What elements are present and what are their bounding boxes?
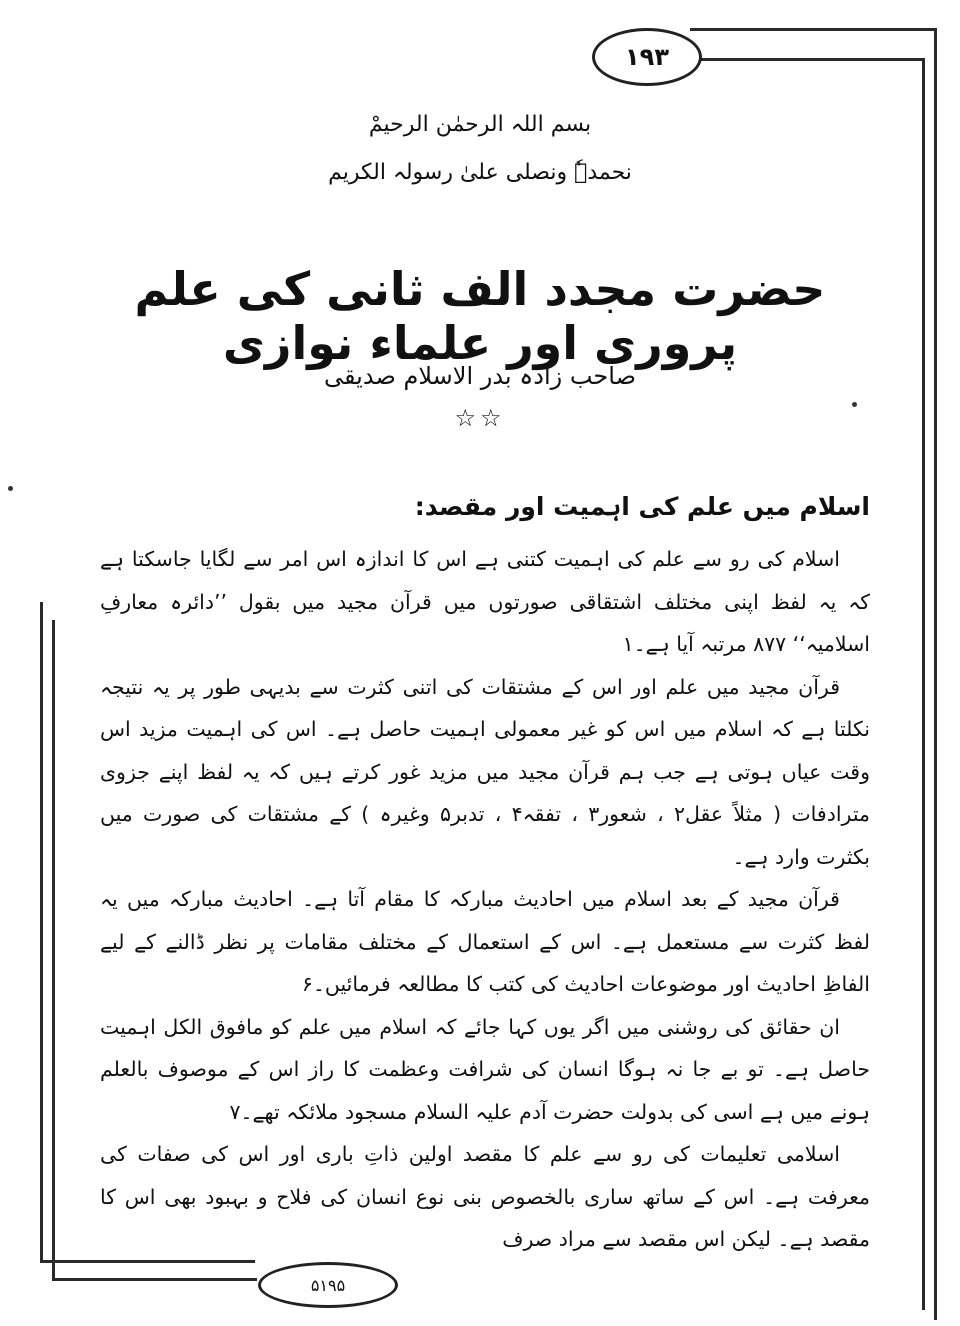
paragraph: قرآن مجید میں علم اور اس کے مشتقات کی اتنی کثرت سے بدیہی طور پر یہ نتیجہ نکلتا ہے کہ اسلام میں اس کو غیر معمولی اہمیت حاصل ہے۔ اس کی اہمیت مزید اس وقت عیاں ہوتی ہے جب ہم قرآن مجید میں مزید غور کرتے ہیں کہ یہ لفظ اپنے جزوی مترادفات ( مثلاً عقل۲ ، شعور۳ ، تفقہ۴ ، تدبر۵ وغیرہ ) کے مشتقات کی صورت میں بکثرت وارد ہے۔ bbox=[100, 674, 870, 869]
frame-line-left-inner bbox=[52, 620, 55, 1280]
paragraph: اسلام کی رو سے علم کی اہمیت کتنی ہے اس کا اندازہ اس امر سے لگایا جاسکتا ہے کہ یہ لفظ اپنی مختلف اشتقاقی صورتوں میں قرآن مجید میں بقول ’’دائرہ معارفِ اسلامیہ‘‘ ۸۷۷ مرتبہ آیا ہے۔۱ bbox=[100, 547, 870, 656]
article-body bbox=[100, 538, 870, 1261]
author-line: صاحب زادہ بدر الاسلام صدیقی bbox=[324, 362, 636, 390]
page-number-bottom: ۵۱۹۵ bbox=[258, 1262, 398, 1308]
frame-line-top-inner bbox=[680, 58, 925, 61]
frame-line-left-outer bbox=[40, 602, 43, 1262]
salutation-line: نحمدہٗ ونصلی علیٰ رسولہ الکریم bbox=[328, 160, 632, 185]
frame-line-right-outer bbox=[934, 28, 937, 1320]
section-heading: اسلام میں علم کی اہمیت اور مقصد: bbox=[414, 492, 870, 521]
frame-line-right-inner bbox=[922, 58, 925, 1310]
paragraph: قرآن مجید کے بعد اسلام میں احادیث مبارکہ کا مقام آتا ہے۔ احادیث مبارکہ میں یہ لفظ کثرت سے مستعمل ہے۔ اس کے استعمال کے مختلف مقامات پر نظر ڈالنے کے لیے الفاظِ احادیث اور موضوعات احادیث کی کتب کا مطالعہ فرمائیں۔۶ bbox=[100, 887, 870, 996]
stray-dot-left bbox=[8, 486, 13, 491]
paragraph: ان حقائق کی روشنی میں اگر یوں کہا جائے کہ اسلام میں علم کو مافوق الکل اہمیت حاصل ہے۔ تو بے جا نہ ہوگا انسان کی شرافت وعظمت کا راز اس کے موصوف بالعلم ہونے میں ہے اسی کی بدولت حضرت آدم علیہ السلام مسجود ملائکہ تھے۔۷ bbox=[100, 1014, 870, 1124]
frame-line-top-outer bbox=[690, 28, 937, 31]
bismillah-line: بسم اللہ الرحمٰن الرحیمْ bbox=[368, 112, 592, 137]
paragraph: اسلامی تعلیمات کی رو سے علم کا مقصد اولین ذاتِ باری اور اس کی صفات کی معرفت ہے۔ اس کے ساتھ ساری بالخصوص بنی نوع انسان کی فلاح و بہبود بھی اس کا مقصد ہے۔ لیکن اس مقصد سے مراد صرف bbox=[100, 1142, 870, 1251]
page-number-top: ۱۹۳ bbox=[592, 28, 702, 86]
article-title: حضرت مجدد الف ثانی کی علم پروری اور علماء نوازی bbox=[134, 262, 826, 370]
star-divider: ☆☆ bbox=[454, 404, 506, 432]
frame-line-bottom-inner bbox=[52, 1278, 257, 1281]
